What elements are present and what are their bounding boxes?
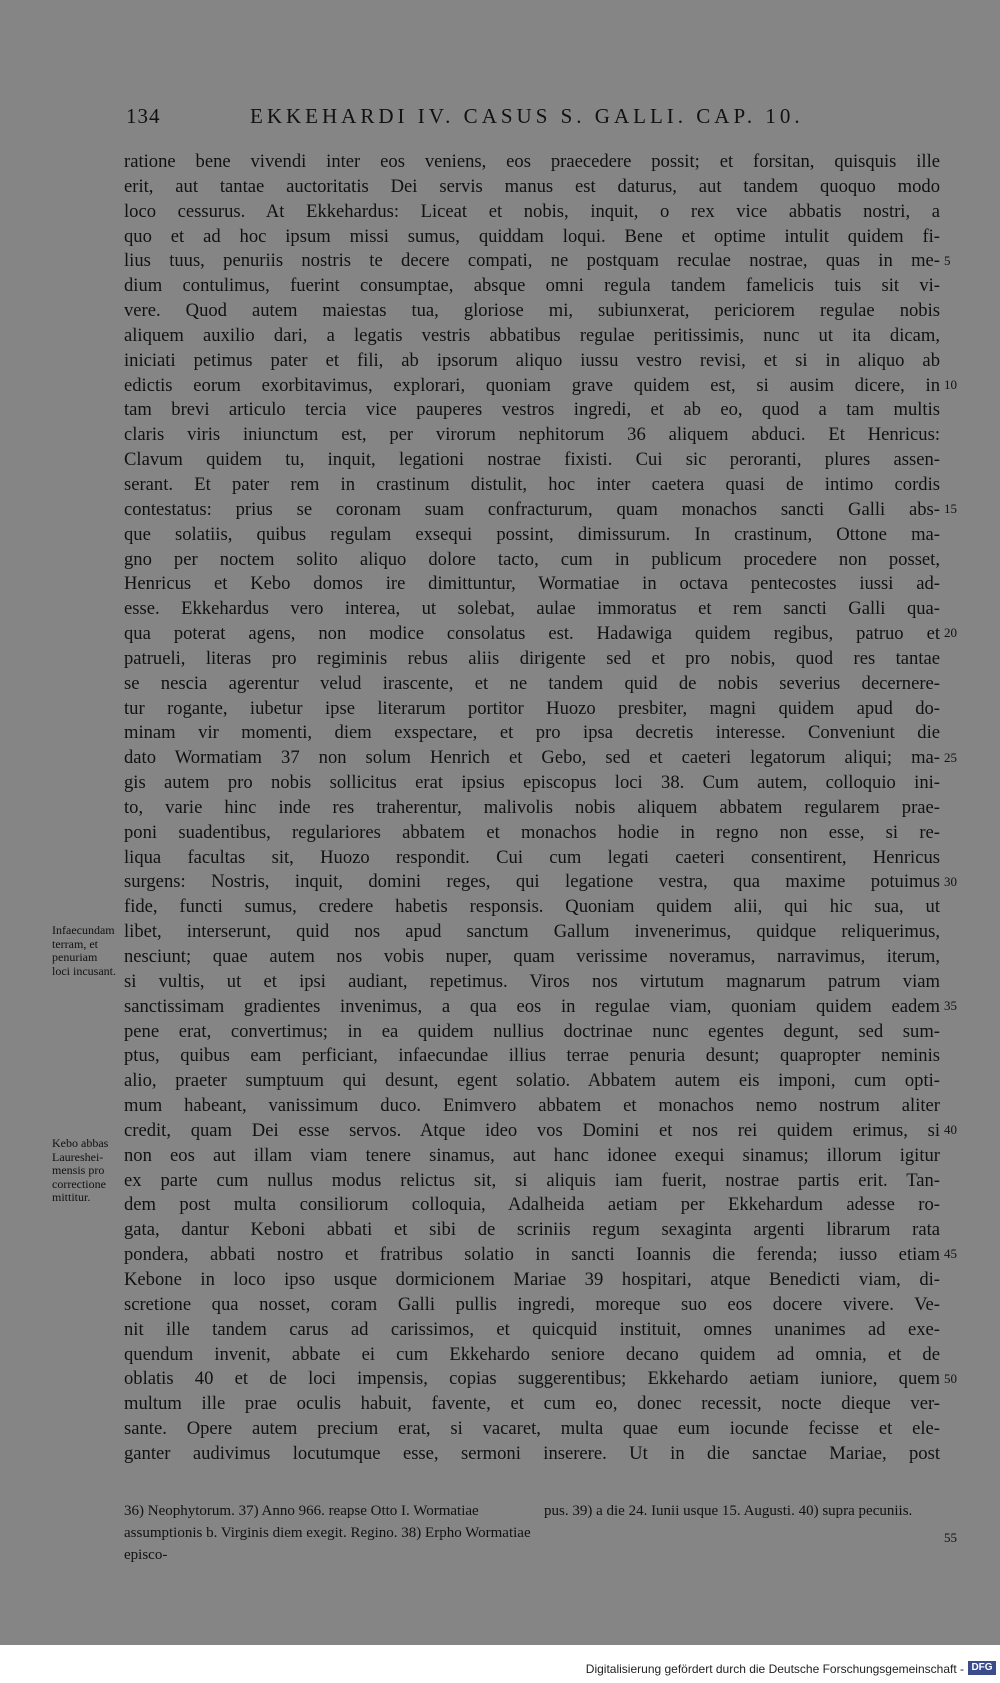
text-line: ptus, quibus eam perficiant, infaecundae illius terrae penuria desunt; quapropter neminis <box>124 1045 940 1067</box>
text-line: aliquem auxilio dari, a legatis vestris abbatibus regulae peritissimis, nunc ut ita dicam, <box>124 324 940 346</box>
text-line: mum habeant, vanissimum duco. Enimvero abbatem et monachos nemo nostrum aliter <box>124 1095 940 1117</box>
text-line: liqua facultas sit, Huozo respondit. Cui cum legati caeteri consentirent, Henricus <box>124 846 940 868</box>
line-number: 30 <box>944 874 957 889</box>
text-line: patrueli, literas pro regiminis rebus aliis dirigente sed et pro nobis, quod res tantae <box>124 647 940 669</box>
main-text <box>124 150 940 1467</box>
line-number: 15 <box>944 501 957 516</box>
text-line: sanctissimam gradientes invenimus, a qua eos in regulae viam, quoniam quidem eadem <box>124 995 940 1017</box>
line-number: 45 <box>944 1246 957 1261</box>
text-line: Henricus et Kebo domos ire dimittuntur, Wormatiae in octava pentecostes iussi ad- <box>124 573 940 595</box>
line-number: 55 <box>944 1530 957 1545</box>
text-line: esse. Ekkehardus vero interea, ut solebat, aulae immoratus et rem sancti Galli qua- <box>124 598 940 620</box>
text-line: loco cessurus. At Ekkehardus: Liceat et nobis, inquit, o rex vice abbatis nostri, a <box>124 200 940 222</box>
text-line: scretione qua nosset, coram Galli pullis ingredi, moreque suo eos docere vivere. Ve- <box>124 1293 940 1315</box>
text-line: se nescia agerentur velud irascente, et ne tandem quid de nobis severius decernere- <box>124 672 940 694</box>
text-line: pondera, abbati nostro et fratribus solatio in sancti Ioannis die ferenda; iusso etiam <box>124 1244 940 1266</box>
page-number: 134 <box>126 104 161 128</box>
text-line: fide, functi sumus, credere habetis responsis. Quoniam quidem alii, qui hic sua, ut <box>124 896 940 918</box>
text-line: dem post multa consiliorum colloquia, Adalheida aetiam per Ekkehardum adesse ro- <box>124 1194 940 1216</box>
footnotes <box>124 1500 936 1566</box>
line-number: 20 <box>944 625 957 640</box>
text-line: gno per noctem solito aliquo dolore tacto, cum in publicum procedere non posset, <box>124 548 940 570</box>
text-line: sante. Opere autem precium erat, si vacaret, multa quae eum iocunde fecisse et ele- <box>124 1418 940 1440</box>
text-line: nesciunt; quae autem nos vobis nuper, quam verissime noveramus, narravimus, iterum, <box>124 946 940 967</box>
dfg-logo: DFG <box>968 1661 996 1675</box>
text-line: nit ille tandem carus ad carissimos, et quicquid instituit, omnes unanimes ad exe- <box>124 1318 940 1340</box>
text-line: erit, aut tantae auctoritatis Dei servis manus est daturus, aut tandem quoquo modo <box>124 175 940 197</box>
margin-note-1: Infaecundam terram, et penuriam loci incusant. <box>52 923 116 978</box>
running-title: EKKEHARDI IV. CASUS S. GALLI. CAP. 10. <box>250 104 804 128</box>
text-line: vere. Quod autem maiestas tua, gloriose mi, subiunxerat, periciorem regulae nobis <box>124 300 940 322</box>
text-line: poni suadentibus, regulariores abbatem et monachos hodie in regno non esse, si re- <box>124 821 940 843</box>
text-line: tam brevi articulo tercia vice pauperes vestros ingredi, et ab eo, quod a tam multis <box>124 399 940 421</box>
text-line: libet, interserunt, quid nos apud sanctum Gallum invenerimus, quidque reliquerimus, <box>124 921 940 943</box>
text-line: claris viris iniunctum est, per virorum nephitorum 36 aliquem abduci. Et Henricus: <box>124 424 940 446</box>
margin-note-2: Kebo abbas Laureshei- mensis pro correctione mittitur. <box>52 1136 109 1204</box>
text-line: tur rogante, iubetur ipse literarum portitor Huozo presbiter, magni quidem apud do- <box>124 697 940 719</box>
text-line: quo et ad hoc ipsum missi sumus, quiddam loqui. Bene et optime intulit quidem fi- <box>124 225 940 247</box>
text-line: pene erat, convertimus; in ea quidem nullius doctrinae nunc egentes degunt, sed sum- <box>124 1020 940 1042</box>
text-line: ex parte cum nullus modus relictus sit, si aliquis iam fuerit, nostrae partis erit. Tan- <box>124 1169 940 1191</box>
text-line: ratione bene vivendi inter eos veniens, eos praecedere possit; et forsitan, quisquis ille <box>124 151 940 172</box>
line-number: 50 <box>944 1371 957 1386</box>
text-line: edictis eorum exorbitavimus, explorari, quoniam grave quidem est, si ausim dicere, in <box>124 374 940 396</box>
text-line: surgens: Nostris, inquit, domini reges, qui legatione vestra, qua maxime potuimus <box>124 871 940 893</box>
text-line: que solatiis, quibus regulam exsequi possint, dimissurum. In crastinum, Ottone ma- <box>124 523 940 545</box>
text-line: iniciati petimus pater et fili, ab ipsorum aliquo iussu vestro revisi, et si in aliquo ab <box>124 349 940 371</box>
running-header <box>120 104 940 136</box>
text-line: to, varie hinc inde res traherentur, malivolis nobis aliquem abbatem regularem prae- <box>124 796 940 818</box>
text-line: multum ille prae oculis habuit, favente, et cum eo, donec recessit, nocte dieque ver- <box>124 1393 940 1415</box>
text-line: contestatus: prius se coronam suam confracturum, quam monachos sancti Galli abs- <box>124 498 940 520</box>
text-line: alio, praeter sumptuum qui desunt, egent solatio. Abbatem autem eis imponi, cum opti- <box>124 1070 940 1092</box>
text-line: gata, dantur Keboni abbati et sibi de scriniis regum sexaginta argenti librarum rata <box>124 1219 940 1241</box>
text-line: non eos aut illam viam tenere sinamus, aut hanc idonee exequi sinamus; illorum igitur <box>124 1144 940 1166</box>
text-line: Clavum quidem tu, inquit, legationi nostrae fixisti. Cui sic peroranti, plures assen- <box>124 449 940 471</box>
text-line: dium contulimus, fuerint consumptae, absque omni regula tandem famelicis tuis sit vi- <box>124 275 940 297</box>
text-line: credit, quam Dei esse servos. Atque ideo vos Domini et nos rei quidem erimus, si <box>124 1119 940 1141</box>
credit-bar <box>0 1660 1000 1683</box>
text-line: minam vir momenti, diem exspectare, et pro ipsa decretis interesse. Conveniunt die <box>124 722 940 744</box>
text-line: lius tuus, penuriis nostris te decere compati, ne postquam reculae nostrae, quas in me- <box>124 250 940 272</box>
text-line: si vultis, ut et ipsi audiant, repetimus. Viros nos virtutum magnarum patrum viam <box>124 970 940 992</box>
footnote-column-1: 36) Neophytorum. 37) Anno 966. reapse Otto I. Wormatiae assumptionis b. Virginis diem exegit. Regino. 38) Erpho Wormatiae episco- <box>124 1503 531 1563</box>
line-number: 35 <box>944 998 957 1013</box>
text-line: gis autem pro nobis sollicitus erat ipsius episcopus loci 38. Cum autem, colloquio ini- <box>124 772 940 794</box>
credit-text: Digitalisierung gefördert durch die Deutsche Forschungsgemeinschaft - <box>585 1662 964 1676</box>
text-line: dato Wormatiam 37 non solum Henrich et Gebo, sed et caeteri legatorum aliqui; ma- <box>124 747 940 769</box>
line-number: 40 <box>944 1122 957 1137</box>
text-line: oblatis 40 et de loci impensis, copias suggerentibus; Ekkehardo aetiam iuniore, quem <box>124 1368 940 1390</box>
line-number: 10 <box>944 377 957 392</box>
text-line: serant. Et pater rem in crastinum distulit, hoc inter caetera quasi de intimo cordis <box>124 473 940 495</box>
footnote-column-2: pus. 39) a die 24. Iunii usque 15. Augusti. 40) supra pecuniis. <box>544 1503 913 1519</box>
text-line: Kebone in loco ipso usque dormicionem Mariae 39 hospitari, atque Benedicti viam, di- <box>124 1268 940 1290</box>
text-line: quendum invenit, abbate ei cum Ekkehardo seniore decano quidem ad omnia, et de <box>124 1343 940 1365</box>
text-line: qua poterat agens, non modice consolatus est. Hadawiga quidem regibus, patruo et <box>124 623 940 645</box>
line-number: 5 <box>944 253 951 268</box>
line-number: 25 <box>944 750 957 765</box>
text-line: ganter audivimus locutumque esse, sermoni inserere. Ut in die sanctae Mariae, post <box>124 1442 940 1464</box>
